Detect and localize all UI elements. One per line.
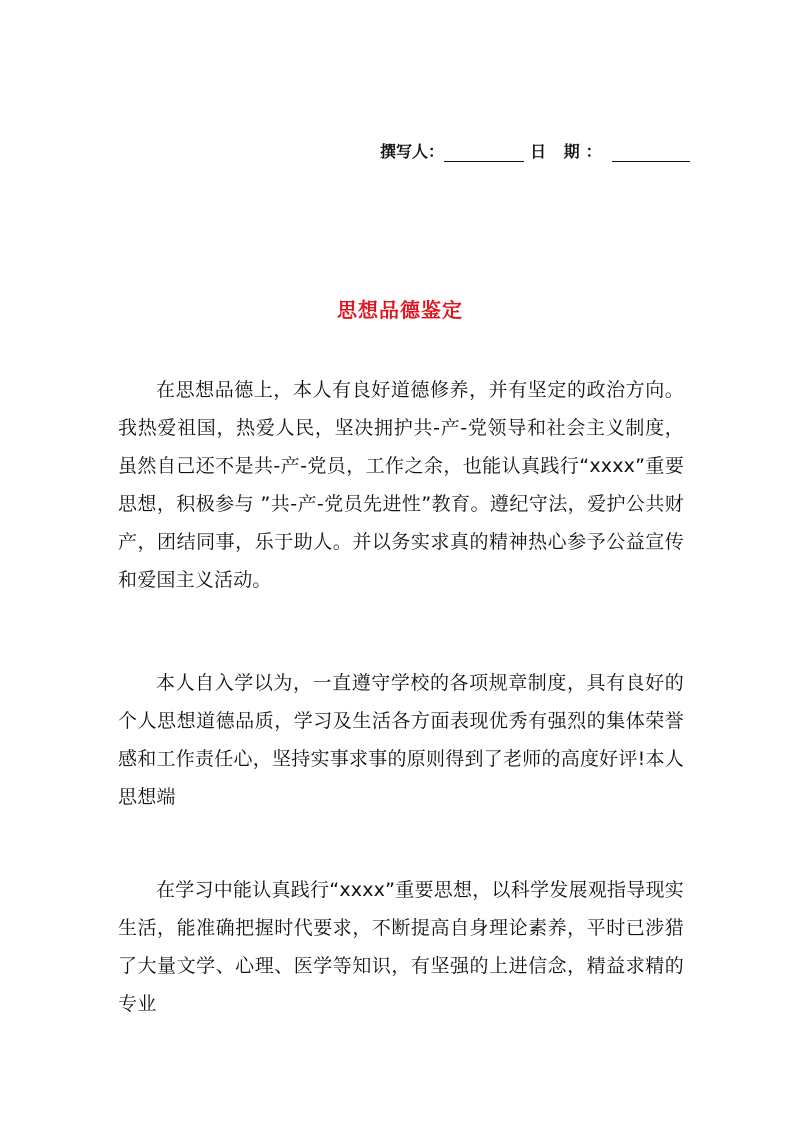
author-date-line	[380, 138, 690, 162]
paragraph-2: 本人自入学以为，一直遵守学校的各项规章制度，具有良好的个人思想道德品质，学习及生活各方面表现优秀有强烈的集体荣誉感和工作责任心，坚持实事求事的原则得到了老师的高度好评!本人思想端	[118, 672, 684, 808]
document-title: 思想品德鉴定	[337, 298, 463, 322]
date-blank	[612, 143, 690, 162]
author-label: 撰写人：	[380, 142, 445, 161]
author-blank	[444, 143, 524, 162]
paragraph-3: 在学习中能认真践行“xxxx”重要思想，以科学发展观指导现实生活，能准确把握时代要求，不断提高自身理论素养，平时已涉猎了大量文学、心理、医学等知识，有坚强的上进信念，精益求精的专业	[118, 879, 684, 1015]
paragraph-1: 在思想品德上，本人有良好道德修养，并有坚定的政治方向。我热爱祖国，热爱人民，坚决拥护共-产-党领导和社会主义制度，虽然自己还不是共-产-党员，工作之余，也能认真践行“xxxx”重要思想，积极参与 ”共-产-党员先进性”教育。遵纪守法，爱护公共财产，团结同事，乐于助人。并以务实求真的精神热心参予公益宣传和爱国主义活动。	[118, 379, 684, 591]
date-label: 日 期：	[530, 142, 608, 161]
